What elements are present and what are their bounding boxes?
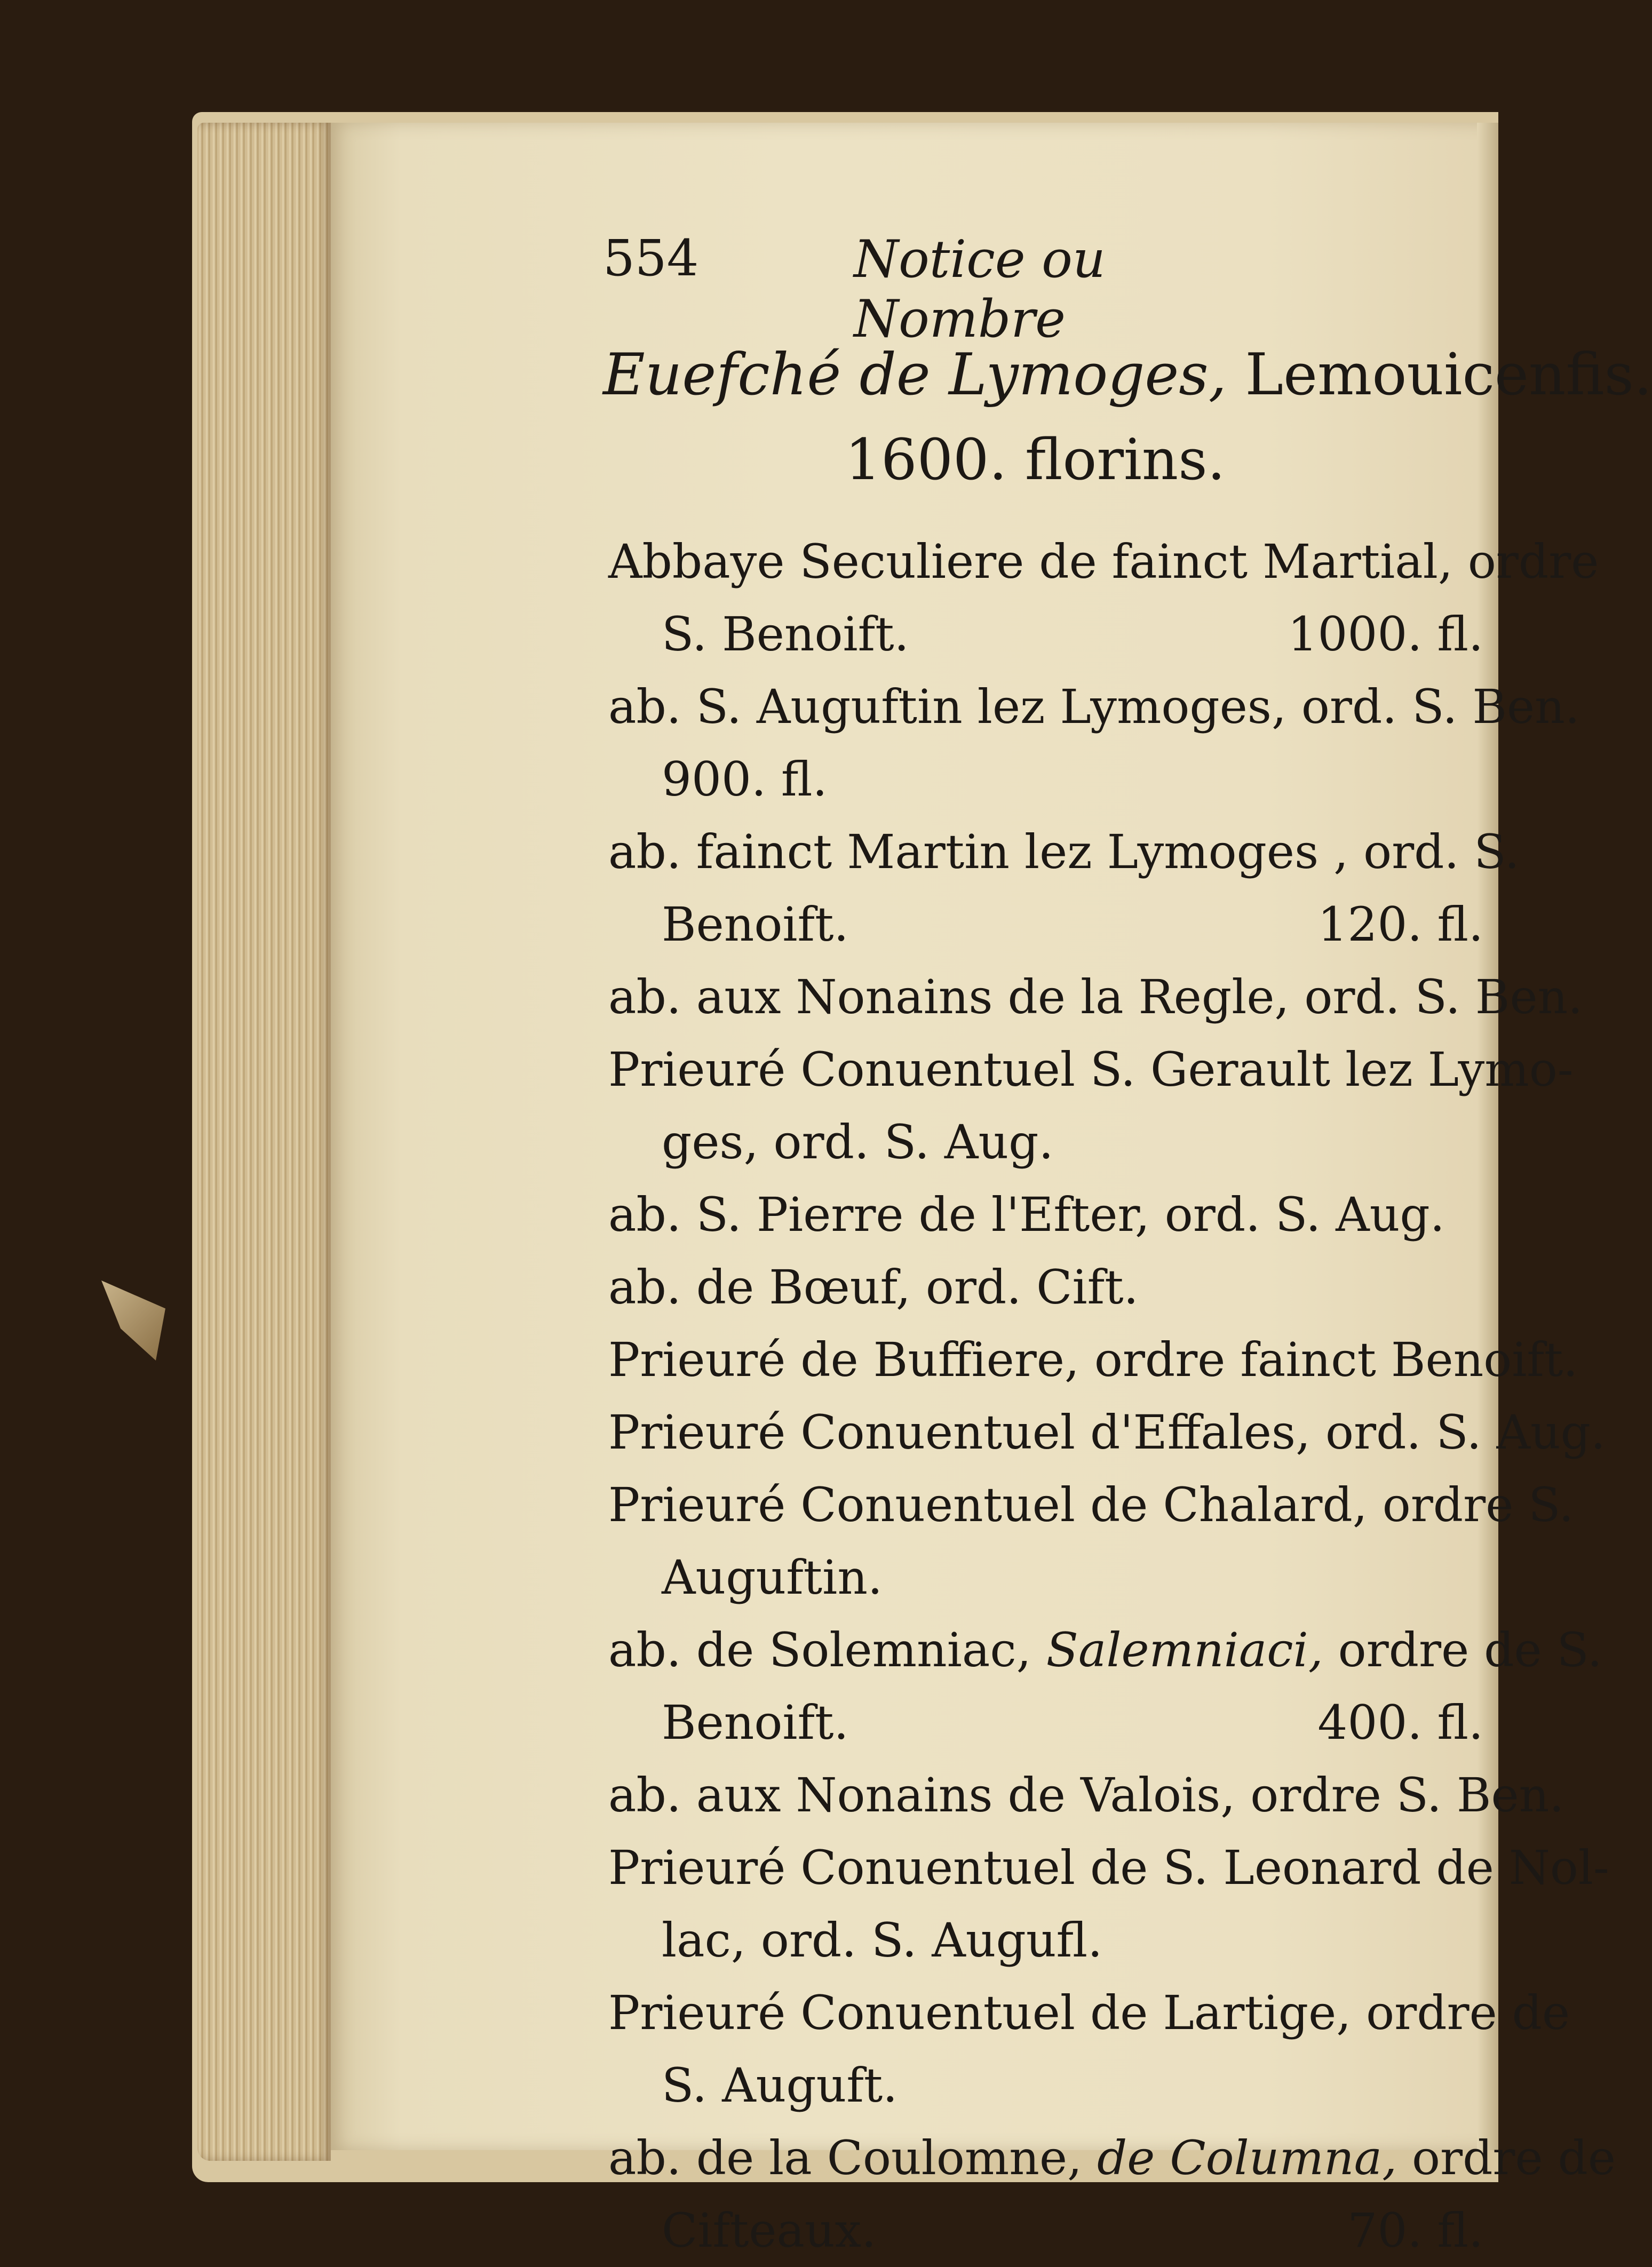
entry-text: Prieuré Conuentuel de Chalard, ordre S. [608,1477,1574,1532]
entry-text-continued: S. Auguft. [662,2058,898,2113]
entry-amount: 70. fl. [1347,2203,1483,2258]
diocese-name: Euefché de Lymoges, [603,341,1227,408]
running-head: Notice ou Nombre [854,229,1106,349]
entry-text: Prieuré Conuentuel d'Effales, ord. S. Aug. [608,1405,1606,1460]
entry-text: ab. fainct Martin lez Lymoges , ord. S. [608,824,1520,879]
entry-text: ab. de la Coulomne, [608,2130,1097,2185]
list-item [608,1251,1483,1324]
list-item [608,1977,1570,2122]
list-item [608,1179,1483,1251]
entry-text-continued: Cifteaux. [662,2203,877,2258]
page-header [603,229,1286,349]
entry-text: ordre de [1397,2130,1616,2185]
entry-text: Prieuré Conuentuel de S. Leonard de Nol- [608,1840,1609,1895]
entry-text: Abbaye Seculiere de fainct Martial, ordre [608,534,1599,589]
entry-amount: 120. fl. [1317,897,1483,952]
entry-text: ordre de S. [1323,1622,1602,1677]
entry-latin-name: de Columna, [1097,2130,1397,2185]
list-item [608,1759,1564,1832]
entry-text: ab. de Solemniac, [608,1622,1046,1677]
entry-text: ab. aux Nonains de la Regle, ord. S. Ben. [608,969,1583,1024]
list-item [608,1396,1606,1469]
entry-text: ab. S. Pierre de l'Efter, ord. S. Aug. [608,1187,1445,1242]
entry-text-continued: lac, ord. S. Augufl. [662,1913,1103,1968]
list-item [608,961,1583,1033]
entry-text-continued: Benoift. [662,897,849,952]
list-item [608,526,1599,671]
entry-text: Prieuré Conuentuel de Lartige, ordre de [608,1985,1570,2040]
bookmark-tab [101,1280,165,1361]
entry-text: Prieuré Conuentuel S. Gerault lez Lymo- [608,1042,1574,1097]
entry-text-continued: Auguftin. [662,1550,883,1605]
entry-amount: 1000. fl. [1288,607,1483,662]
list-item [608,2122,1616,2267]
entry-text: ab. S. Auguftin lez Lymoges, ord. S. Ben. [608,679,1580,734]
diocese-revenue: 1600. florins. [845,427,1226,492]
list-item [608,816,1520,961]
entry-text-continued: S. Benoift. [662,607,909,662]
list-item [608,1324,1578,1396]
entry-text: ab. aux Nonains de Valois, ordre S. Ben. [608,1768,1564,1823]
list-item [608,1614,1602,1759]
benefice-list [608,526,1616,2267]
diocese-latin-name: Lemouicenfis. [1245,341,1652,408]
diocese-title [603,341,1652,408]
entry-text-continued: ges, ord. S. Aug. [662,1115,1054,1170]
list-item [608,1832,1609,1977]
entry-latin-name: Salemniaci, [1046,1622,1323,1677]
entry-amount: 400. fl. [1317,1695,1483,1750]
entry-text: ab. de Bœuf, ord. Cift. [608,1260,1139,1315]
list-item [608,1033,1574,1179]
entry-text-continued: Benoift. [662,1695,849,1750]
entry-amount: 900. fl. [662,752,828,807]
page-number: 554 [603,229,699,288]
page-edges [197,123,331,2161]
list-item [608,671,1580,816]
list-item [608,1469,1574,1614]
entry-text: Prieuré de Buffiere, ordre fainct Benoift. [608,1332,1578,1387]
